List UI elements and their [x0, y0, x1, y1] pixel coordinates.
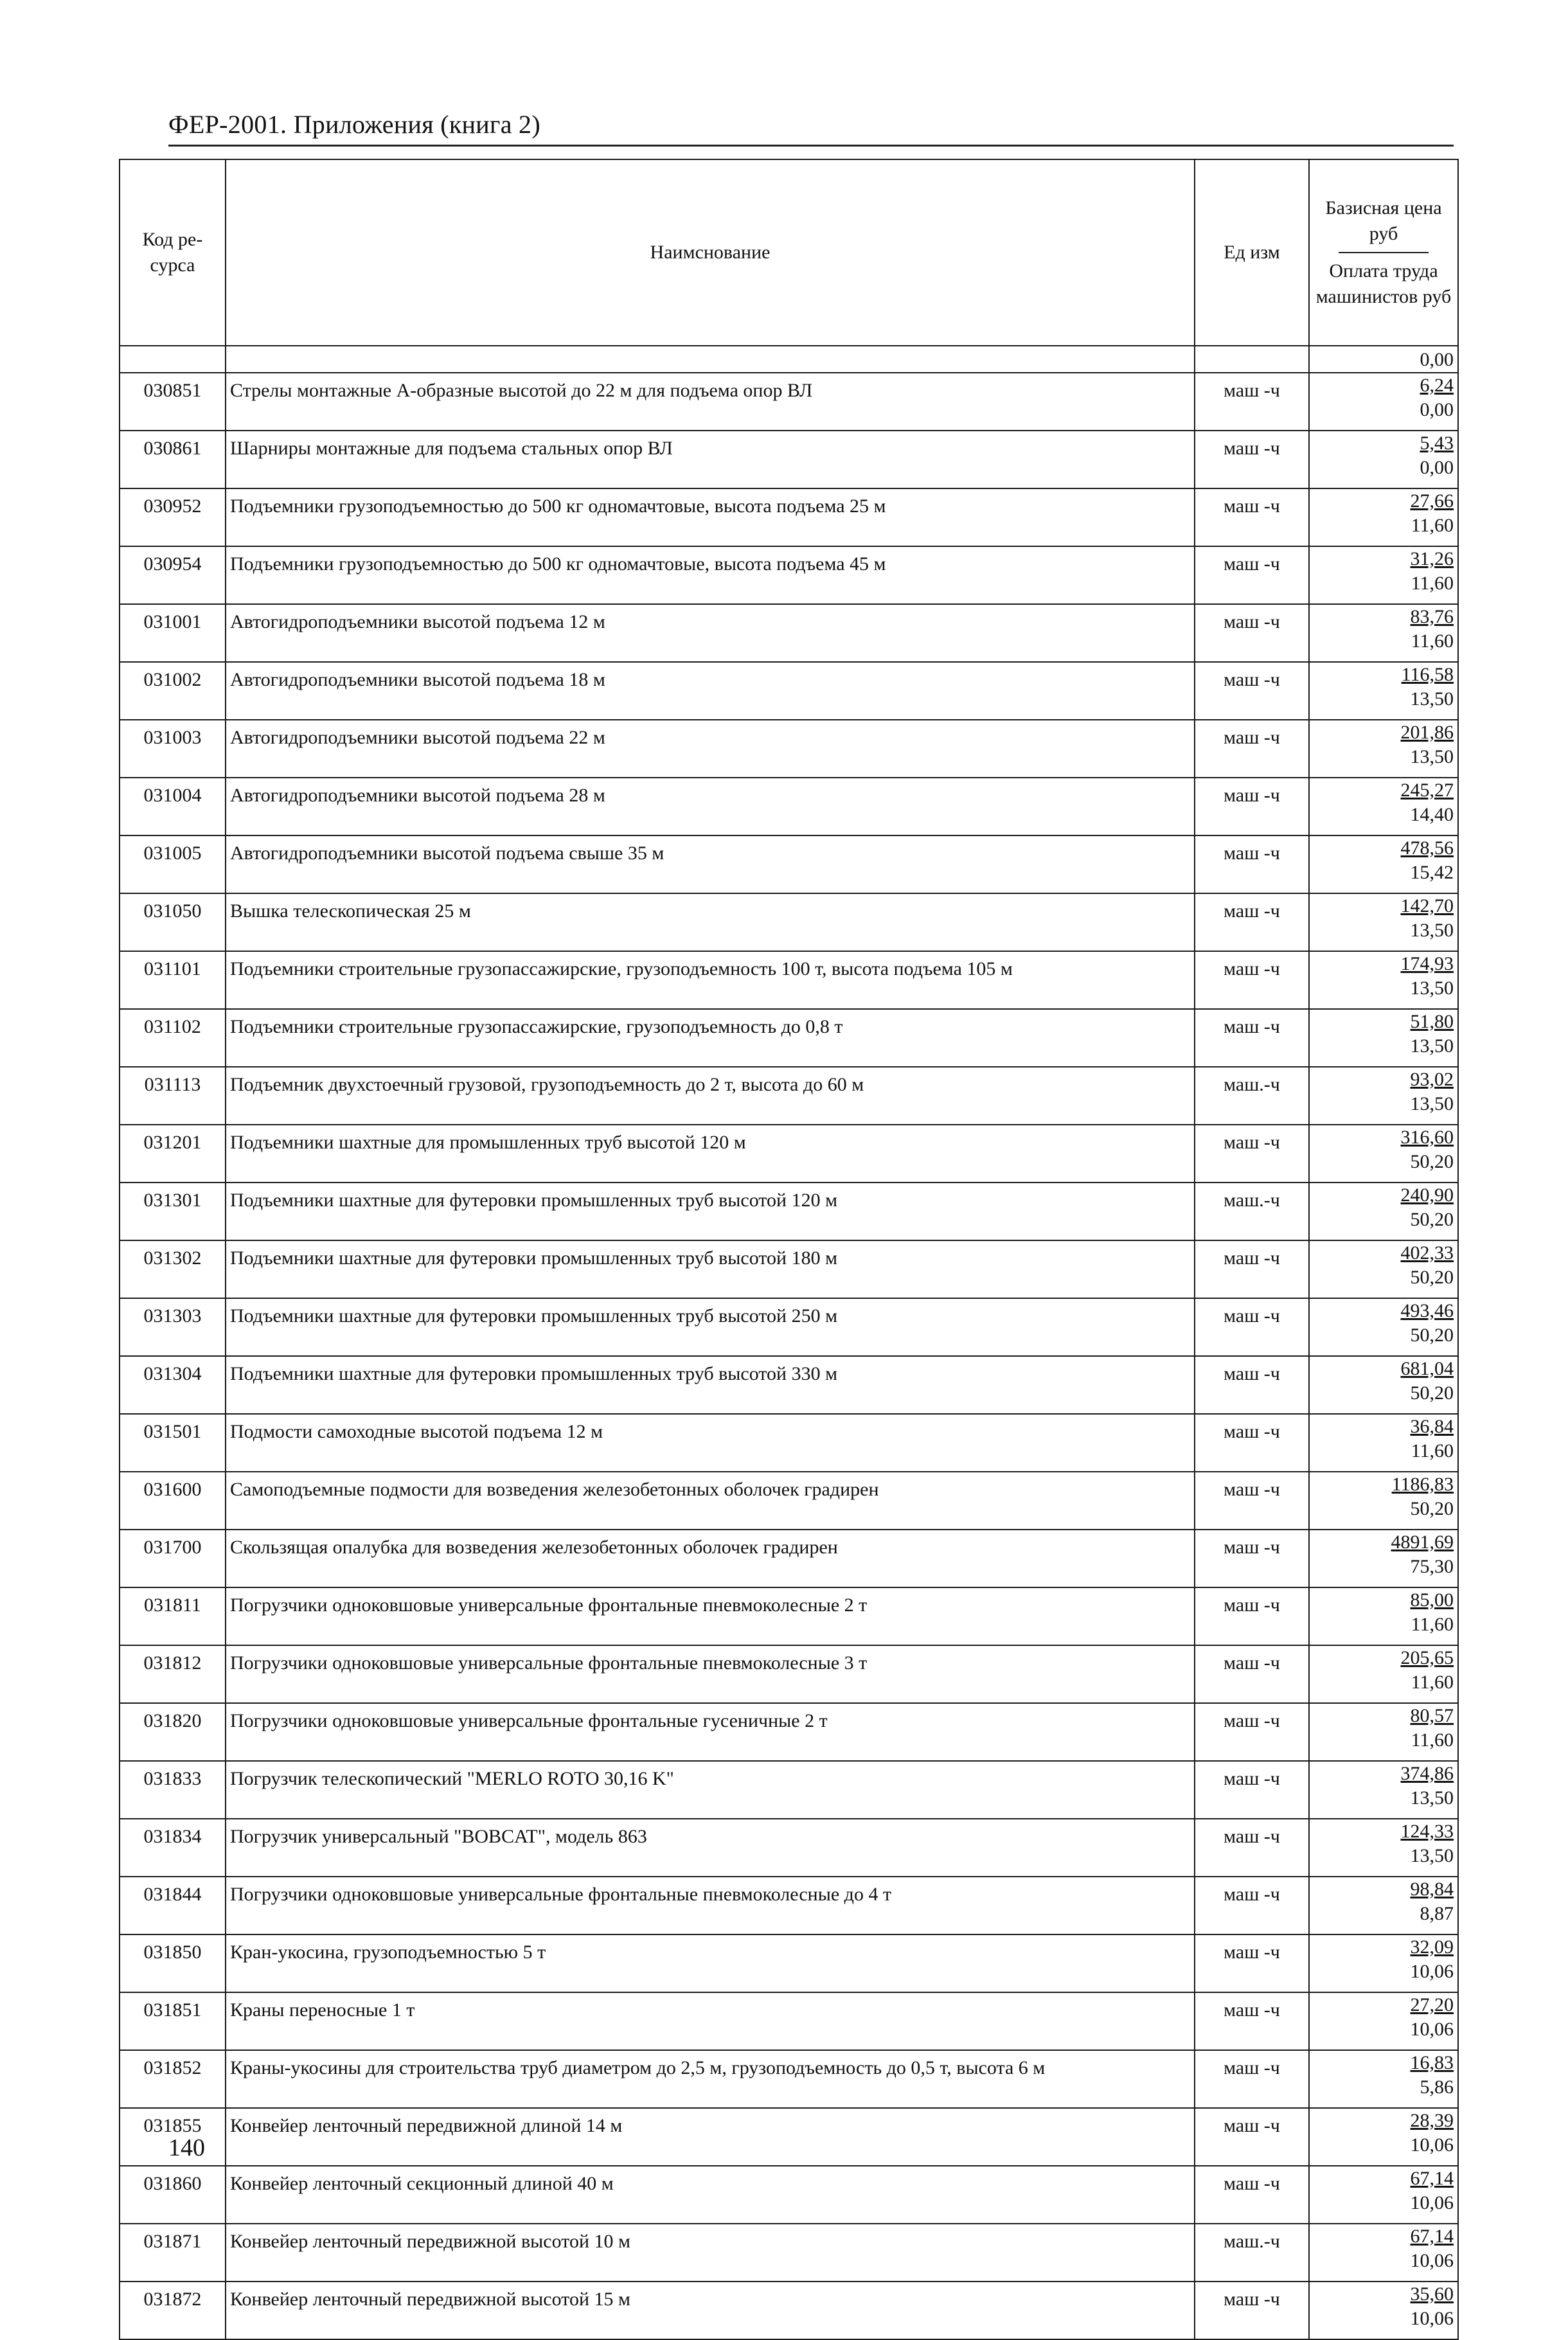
labor-cost-value: 13,50 [1410, 688, 1454, 710]
table-row [120, 1645, 1458, 1703]
price-cell [1309, 1819, 1458, 1877]
unit-cell: маш.-ч [1195, 2224, 1309, 2282]
table-row [120, 1530, 1458, 1587]
unit-cell: маш -ч [1195, 835, 1309, 893]
resource-code-cell: 031872 [120, 2282, 226, 2339]
table-row [120, 1009, 1458, 1067]
price-cell [1309, 662, 1458, 720]
resource-name-cell: Конвейер ленточный секционный длиной 40 м [226, 2166, 1195, 2224]
resource-name-cell: Шарниры монтажные для подъема стальных опор ВЛ [226, 431, 1195, 488]
base-price-value: 116,58 [1401, 664, 1454, 685]
price-cell [1309, 2224, 1458, 2282]
base-price-value: 245,27 [1400, 780, 1454, 801]
unit-cell: маш -ч [1195, 546, 1309, 604]
resource-code-cell: 031201 [120, 1125, 226, 1183]
base-price-value: 83,76 [1410, 606, 1454, 627]
resource-name-cell: Погрузчики одноковшовые универсальные фронтальные пневмоколесные до 4 т [226, 1877, 1195, 1934]
base-price-value: 51,80 [1410, 1011, 1454, 1032]
labor-cost-value: 13,50 [1410, 920, 1454, 941]
base-price-value: 98,84 [1410, 1879, 1454, 1900]
resource-name-cell: Подъемники грузоподъемностью до 500 кг одномачтовые, высота подъема 25 м [226, 488, 1195, 546]
price-cell [1309, 1877, 1458, 1934]
base-price-value: 93,02 [1410, 1069, 1454, 1090]
table-row [120, 1125, 1458, 1183]
unit-cell: маш -ч [1195, 488, 1309, 546]
labor-cost-value: 50,20 [1410, 1267, 1454, 1288]
resource-name-cell: Автогидроподъемники высотой подъема 12 м [226, 604, 1195, 662]
resource-name-cell: Подъемники шахтные для футеровки промышленных труб высотой 180 м [226, 1240, 1195, 1298]
labor-cost-value: 11,60 [1411, 515, 1454, 536]
base-price-value: 27,66 [1410, 490, 1454, 512]
unit-cell: маш.-ч [1195, 1067, 1309, 1125]
base-price-value: 174,93 [1400, 953, 1454, 974]
header-unit: Ед изм [1195, 159, 1309, 346]
page-title: ФЕР-2001. Приложения (книга 2) [168, 110, 540, 139]
resource-code-cell: 031004 [120, 778, 226, 835]
price-cell [1309, 1009, 1458, 1067]
unit-cell: маш -ч [1195, 2166, 1309, 2224]
table-row [120, 373, 1458, 431]
base-price-value: 6,24 [1420, 375, 1454, 396]
labor-cost-value: 0,00 [1420, 457, 1454, 478]
base-price-value: 478,56 [1400, 837, 1454, 859]
table-row [120, 778, 1458, 835]
resource-code-cell: 031871 [120, 2224, 226, 2282]
table-row [120, 1067, 1458, 1125]
resource-name-cell: Краны-укосины для строительства труб диаметром до 2,5 м, грузоподъемность до 0,5 т, высота 6 м [226, 2050, 1195, 2108]
unit-cell: маш -ч [1195, 1761, 1309, 1819]
unit-cell: маш -ч [1195, 720, 1309, 778]
price-cell [1309, 778, 1458, 835]
resource-code-cell: 031003 [120, 720, 226, 778]
table-row [120, 488, 1458, 546]
resource-name-cell: Подъемник двухстоечный грузовой, грузоподъемность до 2 т, высота до 60 м [226, 1067, 1195, 1125]
labor-cost-value: 10,06 [1410, 1961, 1454, 1982]
labor-cost-value: 0,00 [1420, 399, 1454, 420]
price-cell [1309, 1125, 1458, 1183]
labor-cost-value: 10,06 [1410, 2192, 1454, 2213]
resource-name-cell: Автогидроподъемники высотой подъема 22 м [226, 720, 1195, 778]
resource-name-cell: Конвейер ленточный передвижной высотой 10 м [226, 2224, 1195, 2282]
base-price-value: 31,26 [1410, 548, 1454, 569]
labor-cost-value: 13,50 [1410, 1035, 1454, 1057]
price-cell [1309, 893, 1458, 951]
resource-code-cell: 031303 [120, 1298, 226, 1356]
table-row [120, 1703, 1458, 1761]
carry-over-row [120, 346, 1458, 373]
price-cell [1309, 546, 1458, 604]
table-header [120, 159, 1458, 346]
table-row [120, 835, 1458, 893]
resource-name-cell: Автогидроподъемники высотой подъема свыше 35 м [226, 835, 1195, 893]
base-price-value: 36,84 [1410, 1416, 1454, 1437]
unit-cell: маш -ч [1195, 1992, 1309, 2050]
unit-cell: маш.-ч [1195, 1183, 1309, 1240]
labor-cost-value: 75,30 [1410, 1556, 1454, 1577]
labor-cost-value: 50,20 [1410, 1325, 1454, 1346]
price-cell [1309, 2166, 1458, 2224]
resource-code-cell: 031002 [120, 662, 226, 720]
labor-cost-value: 50,20 [1410, 1209, 1454, 1230]
resource-name-cell: Краны переносные 1 т [226, 1992, 1195, 2050]
price-cell [1309, 1703, 1458, 1761]
table-row [120, 893, 1458, 951]
unit-cell: маш -ч [1195, 1298, 1309, 1356]
unit-cell: маш -ч [1195, 1819, 1309, 1877]
unit-cell: маш -ч [1195, 1587, 1309, 1645]
resource-code-cell: 031005 [120, 835, 226, 893]
unit-cell: маш -ч [1195, 2108, 1309, 2166]
base-price-value: 32,09 [1410, 1936, 1454, 1958]
resource-name-cell: Подъемники строительные грузопассажирские, грузоподъемность до 0,8 т [226, 1009, 1195, 1067]
labor-cost-value: 11,60 [1411, 1614, 1454, 1635]
base-price-value: 4891,69 [1391, 1532, 1454, 1553]
table-row [120, 1472, 1458, 1530]
resource-code-cell: 031301 [120, 1183, 226, 1240]
price-cell [1309, 1414, 1458, 1472]
header-code: Код ре-сурса [120, 159, 226, 346]
resource-name-cell: Автогидроподъемники высотой подъема 28 м [226, 778, 1195, 835]
resource-code-cell: 030952 [120, 488, 226, 546]
resource-name-cell: Подъемники грузоподъемностью до 500 кг одномачтовые, высота подъема 45 м [226, 546, 1195, 604]
resource-name-cell: Подъемники шахтные для промышленных труб высотой 120 м [226, 1125, 1195, 1183]
labor-cost-value: 5,86 [1420, 2077, 1454, 2098]
table-row [120, 1819, 1458, 1877]
price-cell [1309, 1183, 1458, 1240]
labor-cost-value: 11,60 [1411, 630, 1454, 652]
resource-table [119, 159, 1459, 2340]
unit-cell: маш -ч [1195, 2282, 1309, 2339]
price-cell [1309, 1645, 1458, 1703]
price-cell [1309, 2050, 1458, 2108]
price-cell [1309, 1240, 1458, 1298]
resource-name-cell: Самоподъемные подмости для возведения железобетонных оболочек градирен [226, 1472, 1195, 1530]
price-cell [1309, 2282, 1458, 2339]
table-row [120, 1356, 1458, 1414]
resource-code-cell: 031833 [120, 1761, 226, 1819]
base-price-value: 35,60 [1410, 2283, 1454, 2305]
header-price-labor: Оплата труда машинистов руб [1315, 260, 1452, 307]
price-cell [1309, 1761, 1458, 1819]
labor-cost-value: 8,87 [1420, 1903, 1454, 1924]
unit-cell: маш -ч [1195, 951, 1309, 1009]
labor-cost-value: 14,40 [1410, 804, 1454, 825]
labor-cost-value: 13,50 [1410, 978, 1454, 999]
table-row [120, 1298, 1458, 1356]
unit-cell: маш -ч [1195, 1240, 1309, 1298]
resource-name-cell: Вышка телескопическая 25 м [226, 893, 1195, 951]
base-price-value: 493,46 [1400, 1300, 1454, 1321]
labor-cost-value: 13,50 [1410, 1093, 1454, 1114]
table-row [120, 431, 1458, 488]
price-cell [1309, 2108, 1458, 2166]
unit-cell: маш -ч [1195, 2050, 1309, 2108]
table-row [120, 2050, 1458, 2108]
table-row [120, 1183, 1458, 1240]
resource-name-cell: Подъемники строительные грузопассажирские, грузоподъемность 100 т, высота подъема 105 м [226, 951, 1195, 1009]
resource-code-cell: 031050 [120, 893, 226, 951]
unit-cell: маш -ч [1195, 778, 1309, 835]
table-row [120, 2282, 1458, 2339]
unit-cell: маш -ч [1195, 893, 1309, 951]
labor-cost-value: 13,50 [1410, 1845, 1454, 1866]
base-price-value: 374,86 [1400, 1763, 1454, 1784]
table-row [120, 1414, 1458, 1472]
labor-cost-value: 11,60 [1411, 1729, 1454, 1751]
labor-cost-value: 10,06 [1410, 2250, 1454, 2271]
resource-code-cell: 031850 [120, 1934, 226, 1992]
unit-cell: маш -ч [1195, 1125, 1309, 1183]
base-price-value: 28,39 [1410, 2110, 1454, 2131]
price-cell [1309, 373, 1458, 431]
base-price-value: 67,14 [1410, 2226, 1454, 2247]
price-cell [1309, 835, 1458, 893]
resource-code-cell: 031820 [120, 1703, 226, 1761]
unit-cell: маш -ч [1195, 1877, 1309, 1934]
table-row [120, 1240, 1458, 1298]
table-row [120, 2108, 1458, 2166]
price-cell [1309, 1472, 1458, 1530]
base-price-value: 201,86 [1400, 722, 1454, 743]
price-cell [1309, 720, 1458, 778]
price-cell [1309, 1992, 1458, 2050]
resource-name-cell: Подмости самоходные высотой подъема 12 м [226, 1414, 1195, 1472]
table-row [120, 720, 1458, 778]
price-cell [1309, 1298, 1458, 1356]
price-cell [1309, 951, 1458, 1009]
resource-name-cell: Стрелы монтажные А-образные высотой до 22 м для подъема опор ВЛ [226, 373, 1195, 431]
resource-name-cell: Подъемники шахтные для футеровки промышленных труб высотой 250 м [226, 1298, 1195, 1356]
unit-cell: маш -ч [1195, 1934, 1309, 1992]
page-number: 140 [168, 2134, 205, 2161]
resource-name-cell: Конвейер ленточный передвижной длиной 14 м [226, 2108, 1195, 2166]
price-cell [1309, 1067, 1458, 1125]
resource-code-cell: 031102 [120, 1009, 226, 1067]
carry-over-code-cell [120, 346, 226, 373]
price-cell [1309, 1587, 1458, 1645]
unit-cell: маш -ч [1195, 604, 1309, 662]
labor-cost-value: 50,20 [1410, 1382, 1454, 1404]
base-price-value: 124,33 [1400, 1821, 1454, 1842]
unit-cell: маш -ч [1195, 431, 1309, 488]
header-price-base: Базисная цена руб [1325, 197, 1442, 244]
resource-code-cell: 031852 [120, 2050, 226, 2108]
resource-code-cell: 031113 [120, 1067, 226, 1125]
unit-cell: маш -ч [1195, 1009, 1309, 1067]
base-price-value: 681,04 [1400, 1358, 1454, 1379]
labor-cost-value: 10,06 [1410, 2019, 1454, 2040]
resource-table-container [119, 159, 1459, 2340]
base-price-value: 27,20 [1410, 1994, 1454, 2015]
table-row [120, 2224, 1458, 2282]
resource-name-cell: Погрузчики одноковшовые универсальные фронтальные пневмоколесные 3 т [226, 1645, 1195, 1703]
price-cell [1309, 1356, 1458, 1414]
base-price-value: 205,65 [1400, 1647, 1454, 1668]
resource-code-cell: 031001 [120, 604, 226, 662]
base-price-value: 80,57 [1410, 1705, 1454, 1726]
resource-name-cell: Автогидроподъемники высотой подъема 18 м [226, 662, 1195, 720]
labor-cost-value: 10,06 [1410, 2134, 1454, 2156]
table-row [120, 951, 1458, 1009]
table-row [120, 1934, 1458, 1992]
carry-over-name-cell [226, 346, 1195, 373]
resource-code-cell: 031834 [120, 1819, 226, 1877]
resource-code-cell: 031501 [120, 1414, 226, 1472]
base-price-value: 1186,83 [1391, 1474, 1454, 1495]
labor-cost-value: 11,60 [1411, 573, 1454, 594]
resource-code-cell: 031811 [120, 1587, 226, 1645]
resource-code-cell: 031812 [120, 1645, 226, 1703]
table-row [120, 546, 1458, 604]
unit-cell: маш -ч [1195, 1530, 1309, 1587]
base-price-value: 240,90 [1400, 1184, 1454, 1206]
resource-code-cell: 031860 [120, 2166, 226, 2224]
table-row [120, 1877, 1458, 1934]
table-row [120, 1587, 1458, 1645]
table-body [120, 346, 1458, 2339]
price-cell [1309, 1530, 1458, 1587]
table-row [120, 662, 1458, 720]
labor-cost-value: 15,42 [1410, 862, 1454, 883]
resource-name-cell: Скользящая опалубка для возведения железобетонных оболочек градирен [226, 1530, 1195, 1587]
title-rule [168, 145, 1454, 147]
table-row [120, 1992, 1458, 2050]
resource-name-cell: Погрузчики одноковшовые универсальные фронтальные гусеничные 2 т [226, 1703, 1195, 1761]
carry-over-value: 0,00 [1309, 346, 1458, 373]
labor-cost-value: 11,60 [1411, 1672, 1454, 1693]
resource-name-cell: Кран-укосина, грузоподъемностью 5 т [226, 1934, 1195, 1992]
labor-cost-value: 10,06 [1410, 2308, 1454, 2329]
resource-name-cell: Конвейер ленточный передвижной высотой 15 м [226, 2282, 1195, 2339]
base-price-value: 402,33 [1400, 1242, 1454, 1264]
price-cell [1309, 431, 1458, 488]
resource-code-cell: 030954 [120, 546, 226, 604]
unit-cell: маш -ч [1195, 1414, 1309, 1472]
resource-name-cell: Погрузчик универсальный "BOBCAT", модель 863 [226, 1819, 1195, 1877]
base-price-value: 316,60 [1400, 1127, 1454, 1148]
base-price-value: 85,00 [1410, 1589, 1454, 1611]
unit-cell: маш -ч [1195, 662, 1309, 720]
resource-code-cell: 031302 [120, 1240, 226, 1298]
table-row [120, 604, 1458, 662]
price-cell [1309, 488, 1458, 546]
resource-code-cell: 031600 [120, 1472, 226, 1530]
resource-code-cell: 031101 [120, 951, 226, 1009]
resource-code-cell: 030851 [120, 373, 226, 431]
unit-cell: маш -ч [1195, 1703, 1309, 1761]
table-row [120, 2166, 1458, 2224]
labor-cost-value: 50,20 [1410, 1498, 1454, 1519]
unit-cell: маш -ч [1195, 373, 1309, 431]
resource-code-cell: 031844 [120, 1877, 226, 1934]
base-price-value: 67,14 [1410, 2168, 1454, 2189]
base-price-value: 16,83 [1410, 2052, 1454, 2073]
labor-cost-value: 11,60 [1411, 1440, 1454, 1461]
carry-over-unit-cell [1195, 346, 1309, 373]
labor-cost-value: 13,50 [1410, 746, 1454, 767]
price-cell [1309, 604, 1458, 662]
resource-name-cell: Погрузчики одноковшовые универсальные фронтальные пневмоколесные 2 т [226, 1587, 1195, 1645]
labor-cost-value: 50,20 [1410, 1151, 1454, 1172]
unit-cell: маш -ч [1195, 1472, 1309, 1530]
price-cell [1309, 1934, 1458, 1992]
resource-code-cell: 031855 [120, 2108, 226, 2166]
header-price [1309, 159, 1458, 346]
base-price-value: 5,43 [1420, 433, 1454, 454]
labor-cost-value: 13,50 [1410, 1787, 1454, 1809]
base-price-value: 142,70 [1400, 895, 1454, 916]
resource-name-cell: Подъемники шахтные для футеровки промышленных труб высотой 120 м [226, 1183, 1195, 1240]
header-row [120, 159, 1458, 346]
resource-code-cell: 031851 [120, 1992, 226, 2050]
resource-code-cell: 030861 [120, 431, 226, 488]
resource-name-cell: Погрузчик телескопический "MERLO ROTO 30,16 K" [226, 1761, 1195, 1819]
resource-name-cell: Подъемники шахтные для футеровки промышленных труб высотой 330 м [226, 1356, 1195, 1414]
resource-code-cell: 031700 [120, 1530, 226, 1587]
unit-cell: маш -ч [1195, 1356, 1309, 1414]
table-row [120, 1761, 1458, 1819]
unit-cell: маш -ч [1195, 1645, 1309, 1703]
header-name: Наимснование [226, 159, 1195, 346]
resource-code-cell: 031304 [120, 1356, 226, 1414]
